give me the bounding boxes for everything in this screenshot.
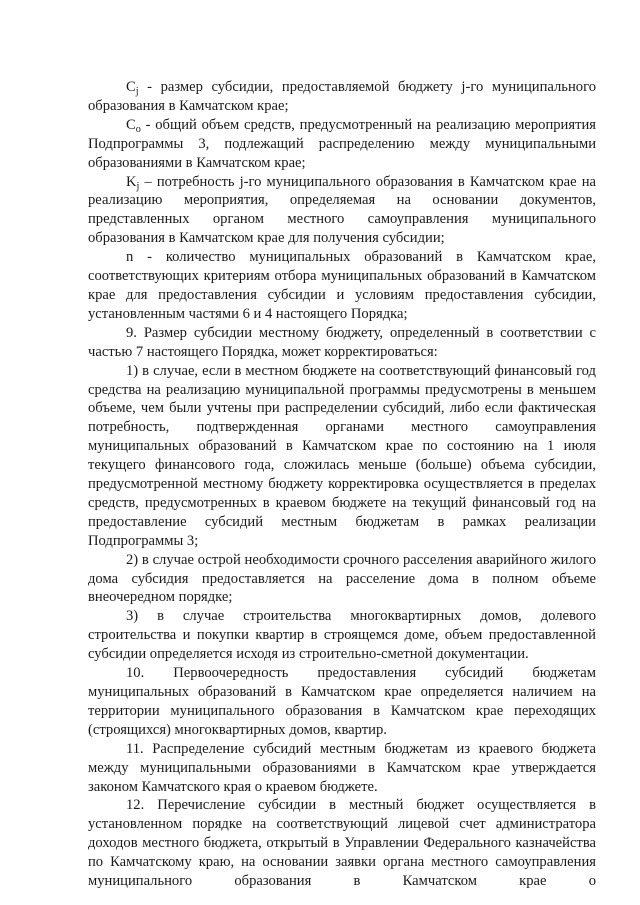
paragraph-9-item-2: 2) в случае острой необходимости срочного расселения аварийного жилого дома субсидия предоставляется на расселение дома в полном объеме внеочередном порядке; (88, 551, 596, 606)
paragraph-co-definition (88, 116, 596, 173)
paragraph-n-definition: n - количество муниципальных образований в Камчатском крае, соответствующих критериям отбора муниципальных образований в Камчатском крае для предоставления субсидии и условиям предоставления субсидии, установленным частями 6 и 4 настоящего Порядка; (88, 249, 596, 322)
subscript-o: o (135, 123, 141, 135)
paragraph-kj-definition (88, 173, 596, 249)
subscript-j: j (136, 180, 140, 192)
symbol-k: K (126, 173, 137, 190)
paragraph-text: - размер субсидии, предоставляемой бюджету j-го муниципального образования в Камчатском крае; (88, 79, 596, 114)
document-page (88, 78, 596, 891)
paragraph-11: 11. Распределение субсидий местным бюджетам из краевого бюджета между муниципальными образованиями в Камчатском крае утверждается законом Камчатского края о краевом бюджете. (88, 740, 596, 795)
paragraph-10: 10. Первоочередность предоставления субсидий бюджетам муниципальных образований в Камчатском крае определяется наличием на территории муниципального образования в Камчатском крае переходящих (строящихся) многоквартирных домов, квартир. (88, 665, 596, 738)
paragraph-9-item-1: 1) в случае, если в местном бюджете на соответствующий финансовый год средства на реализацию муниципальной программы предусмотрены в меньшем объеме, чем были учтены при распределении субсидий, либо если фактическая потребность, подтвержденная органами местного самоуправления муниципальных образований в Камчатском крае по состоянию на 1 июля текущего финансового года, сложилась меньше (больше) объема субсидии, предусмотренной местному бюджету корректировка осуществляется в пределах средств, предусмотренных в краевом бюджете на текущий финансовый год на предоставление субсидий местным бюджетам в рамках реализации Подпрограммы 3; (88, 362, 596, 549)
symbol-c: C (126, 79, 136, 95)
paragraph-9: 9. Размер субсидии местному бюджету, определенный в соответствии с частью 7 настоящего Порядка, может корректироваться: (88, 324, 596, 360)
symbol-c: C (126, 116, 136, 133)
paragraph-cj-definition (88, 78, 596, 116)
paragraph-9-item-3: 3) в случае строительства многоквартирных домов, долевого строительства и покупки квартир в строящемся доме, объем предоставленной субсидии определяется исходя из строительно-сметной документации. (88, 608, 596, 663)
subscript-j: j (135, 86, 139, 97)
paragraph-text: - общий объем средств, предусмотренный на реализацию мероприятия Подпрограммы 3, подлежащий распределению между муниципальными образованиями в Камчатском крае; (88, 116, 596, 171)
paragraph-text: – потребность j-го муниципального образования в Камчатском крае на реализацию мероприятия, определяемая на основании документов, представленных органом местного самоуправления муниципального образования в Камчатском крае для получения субсидии; (88, 173, 596, 247)
paragraph-12: 12. Перечисление субсидии в местный бюджет осуществляется в установленном порядке на соответствующий лицевой счет администратора доходов местного бюджета, открытый в Управлении Федерального казначейства по Камчатскому краю, на основании заявки органа местного самоуправления муниципального образования в Камчатском крае о (88, 797, 596, 890)
